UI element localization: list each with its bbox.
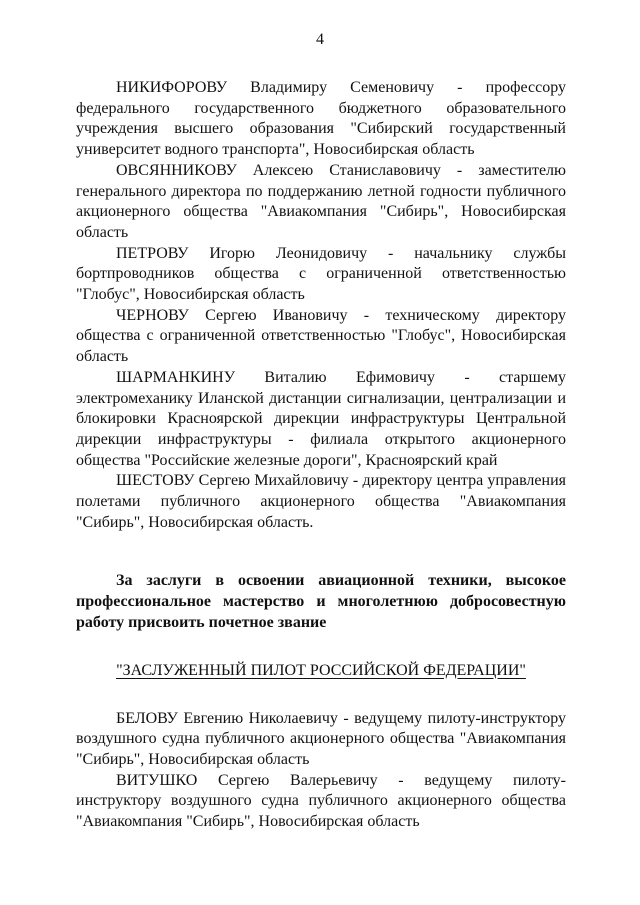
awardee-list-2	[76, 709, 566, 833]
awardee-entry: ОВСЯННИКОВУ Алексею Станиславовичу - заместителю генерального директора по поддержанию летной годности публичного акционерного общества "Авиакомпания "Сибирь", Новосибирская область	[76, 161, 566, 241]
page-number: 4	[316, 31, 324, 48]
award-heading: За заслуги в освоении авиационной техники, высокое профессиональное мастерство и многолетнюю добросовестную работу присвоить почетное звание	[76, 572, 566, 631]
awardee-entry: БЕЛОВУ Евгению Николаевичу - ведущему пилоту-инструктору воздушного судна публичного акционерного общества "Авиакомпания "Сибирь", Новосибирская область	[76, 709, 566, 768]
awardee-entry: ШЕСТОВУ Сергею Михайловичу - директору центра управления полетами публичного акционерного общества "Авиакомпания "Сибирь", Новосибирская область.	[76, 472, 566, 531]
award-title-text: "ЗАСЛУЖЕННЫЙ ПИЛОТ РОССИЙСКОЙ ФЕДЕРАЦИИ"	[116, 661, 526, 679]
awardee-entry: ВИТУШКО Сергею Валерьевичу - ведущему пилоту-инструктору воздушного судна публичного акционерного общества "Авиакомпания "Сибирь", Новосибирская область	[76, 771, 566, 831]
awardee-entry: ЧЕРНОВУ Сергею Ивановичу - техническому директору общества с ограниченной ответственностью "Глобус", Новосибирская область	[76, 306, 566, 366]
award-title	[76, 661, 566, 681]
awardee-entry: ПЕТРОВУ Игорю Леонидовичу - начальнику службы бортпроводников общества с ограниченной ответственностью "Глобус", Новосибирская область	[76, 244, 566, 304]
awardee-list-1	[76, 78, 566, 533]
document-body	[76, 78, 566, 833]
awardee-entry: НИКИФОРОВУ Владимиру Семеновичу - профессору федерального государственного бюджетного образовательного учреждения высшего образования "Сибирский государственный университет водного транспорта", Новосибирская область	[76, 79, 566, 159]
awardee-entry: ШАРМАНКИНУ Виталию Ефимовичу - старшему электромеханику Иланской дистанции сигнализации, централизации и блокировки Красноярской дирекции инфраструктуры Центральной дирекции инфраструктуры - филиала открытого акционерного общества "Российские железные дороги", Красноярский край	[76, 368, 566, 469]
